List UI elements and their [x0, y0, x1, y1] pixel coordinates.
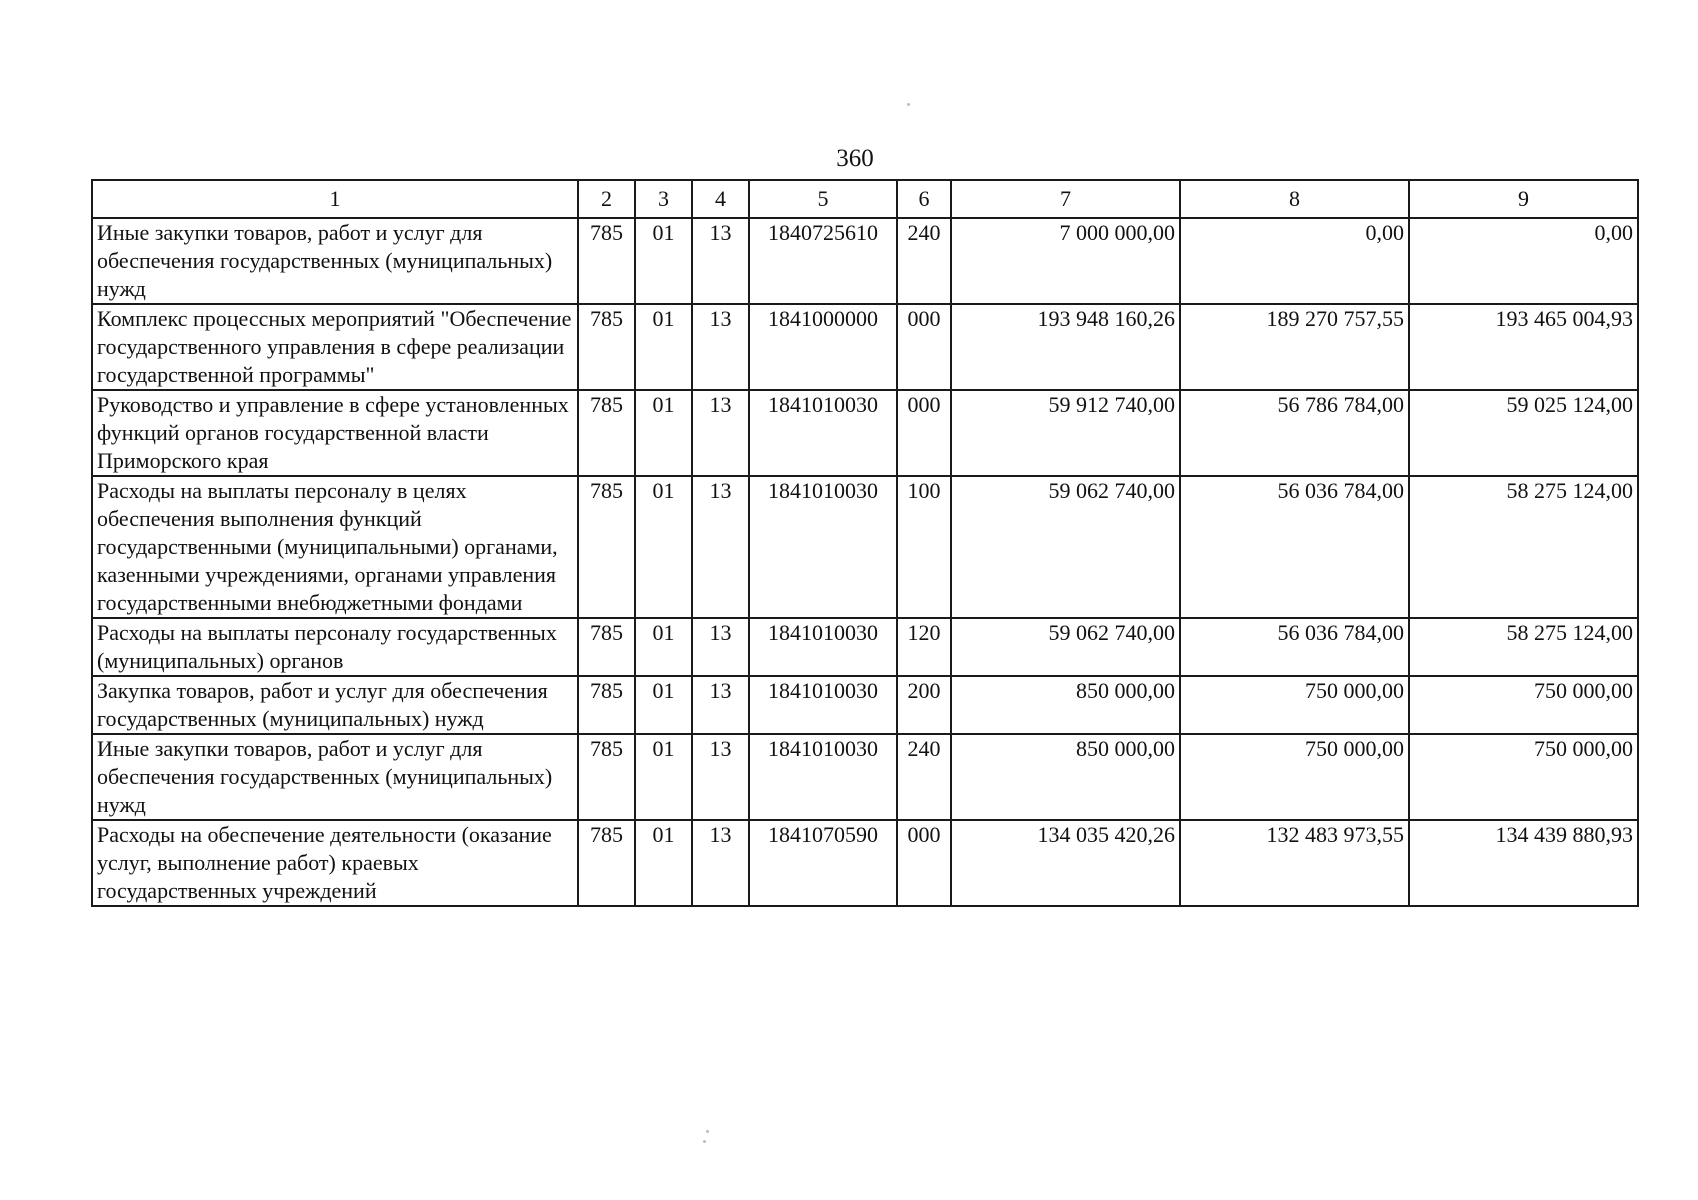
section-code: 01	[635, 820, 692, 906]
section-code: 01	[635, 476, 692, 618]
amount-col-7: 59 912 740,00	[951, 390, 1180, 476]
ministry-code: 785	[578, 734, 635, 820]
amount-col-7: 850 000,00	[951, 734, 1180, 820]
table-row	[92, 218, 1638, 304]
amount-col-9: 750 000,00	[1409, 676, 1638, 734]
ministry-code: 785	[578, 390, 635, 476]
section-code: 01	[635, 734, 692, 820]
column-header-3: 3	[635, 180, 692, 218]
ministry-code: 785	[578, 476, 635, 618]
section-code: 01	[635, 304, 692, 390]
amount-col-8: 56 786 784,00	[1180, 390, 1409, 476]
expense-type-code: 000	[897, 304, 951, 390]
target-article-code: 1840725610	[749, 218, 897, 304]
column-header-4: 4	[692, 180, 749, 218]
table-row	[92, 676, 1638, 734]
target-article-code: 1841070590	[749, 820, 897, 906]
scan-artifact-dot	[706, 1130, 709, 1133]
amount-col-9: 0,00	[1409, 218, 1638, 304]
column-header-5: 5	[749, 180, 897, 218]
expense-name: Расходы на обеспечение деятельности (оказание услуг, выполнение работ) краевых государственных учреждений	[92, 820, 578, 906]
expense-name: Комплекс процессных мероприятий "Обеспечение государственного управления в сфере реализации государственной программы"	[92, 304, 578, 390]
amount-col-8: 56 036 784,00	[1180, 618, 1409, 676]
target-article-code: 1841000000	[749, 304, 897, 390]
amount-col-7: 134 035 420,26	[951, 820, 1180, 906]
expense-type-code: 240	[897, 218, 951, 304]
amount-col-9: 59 025 124,00	[1409, 390, 1638, 476]
target-article-code: 1841010030	[749, 734, 897, 820]
column-header-8: 8	[1180, 180, 1409, 218]
amount-col-9: 750 000,00	[1409, 734, 1638, 820]
expense-name: Руководство и управление в сфере установленных функций органов государственной власти Приморского края	[92, 390, 578, 476]
ministry-code: 785	[578, 304, 635, 390]
subsection-code: 13	[692, 820, 749, 906]
expense-type-code: 200	[897, 676, 951, 734]
expense-name: Расходы на выплаты персоналу в целях обеспечения выполнения функций государственными (муниципальными) органами, казенными учреждениями, органами управления государственными внебюджетными фондами	[92, 476, 578, 618]
amount-col-8: 56 036 784,00	[1180, 476, 1409, 618]
section-code: 01	[635, 676, 692, 734]
target-article-code: 1841010030	[749, 476, 897, 618]
amount-col-7: 193 948 160,26	[951, 304, 1180, 390]
table-row	[92, 618, 1638, 676]
budget-table	[91, 179, 1639, 907]
table-row	[92, 304, 1638, 390]
amount-col-7: 59 062 740,00	[951, 618, 1180, 676]
target-article-code: 1841010030	[749, 676, 897, 734]
amount-col-9: 58 275 124,00	[1409, 618, 1638, 676]
subsection-code: 13	[692, 734, 749, 820]
column-header-2: 2	[578, 180, 635, 218]
expense-type-code: 240	[897, 734, 951, 820]
expense-type-code: 000	[897, 820, 951, 906]
subsection-code: 13	[692, 304, 749, 390]
amount-col-9: 58 275 124,00	[1409, 476, 1638, 618]
expense-name: Иные закупки товаров, работ и услуг для обеспечения государственных (муниципальных) нужд	[92, 734, 578, 820]
expense-type-code: 000	[897, 390, 951, 476]
section-code: 01	[635, 618, 692, 676]
amount-col-9: 193 465 004,93	[1409, 304, 1638, 390]
header-row	[92, 180, 1638, 218]
section-code: 01	[635, 218, 692, 304]
column-header-7: 7	[951, 180, 1180, 218]
amount-col-8: 0,00	[1180, 218, 1409, 304]
subsection-code: 13	[692, 676, 749, 734]
ministry-code: 785	[578, 676, 635, 734]
column-header-1: 1	[92, 180, 578, 218]
subsection-code: 13	[692, 218, 749, 304]
amount-col-7: 59 062 740,00	[951, 476, 1180, 618]
table-row	[92, 390, 1638, 476]
amount-col-8: 189 270 757,55	[1180, 304, 1409, 390]
column-header-9: 9	[1409, 180, 1638, 218]
scan-artifact-dot	[703, 1140, 706, 1143]
amount-col-8: 750 000,00	[1180, 734, 1409, 820]
expense-name: Иные закупки товаров, работ и услуг для обеспечения государственных (муниципальных) нужд	[92, 218, 578, 304]
expense-name: Закупка товаров, работ и услуг для обеспечения государственных (муниципальных) нужд	[92, 676, 578, 734]
section-code: 01	[635, 390, 692, 476]
amount-col-7: 850 000,00	[951, 676, 1180, 734]
subsection-code: 13	[692, 618, 749, 676]
page-number: 360	[836, 145, 874, 172]
table-row	[92, 476, 1638, 618]
column-header-6: 6	[897, 180, 951, 218]
expense-name: Расходы на выплаты персоналу государственных (муниципальных) органов	[92, 618, 578, 676]
subsection-code: 13	[692, 476, 749, 618]
table-row	[92, 820, 1638, 906]
ministry-code: 785	[578, 820, 635, 906]
ministry-code: 785	[578, 218, 635, 304]
subsection-code: 13	[692, 390, 749, 476]
ministry-code: 785	[578, 618, 635, 676]
scan-artifact-dot	[907, 103, 910, 106]
expense-type-code: 120	[897, 618, 951, 676]
amount-col-8: 132 483 973,55	[1180, 820, 1409, 906]
amount-col-9: 134 439 880,93	[1409, 820, 1638, 906]
table-row	[92, 734, 1638, 820]
expense-type-code: 100	[897, 476, 951, 618]
target-article-code: 1841010030	[749, 390, 897, 476]
amount-col-8: 750 000,00	[1180, 676, 1409, 734]
amount-col-7: 7 000 000,00	[951, 218, 1180, 304]
target-article-code: 1841010030	[749, 618, 897, 676]
